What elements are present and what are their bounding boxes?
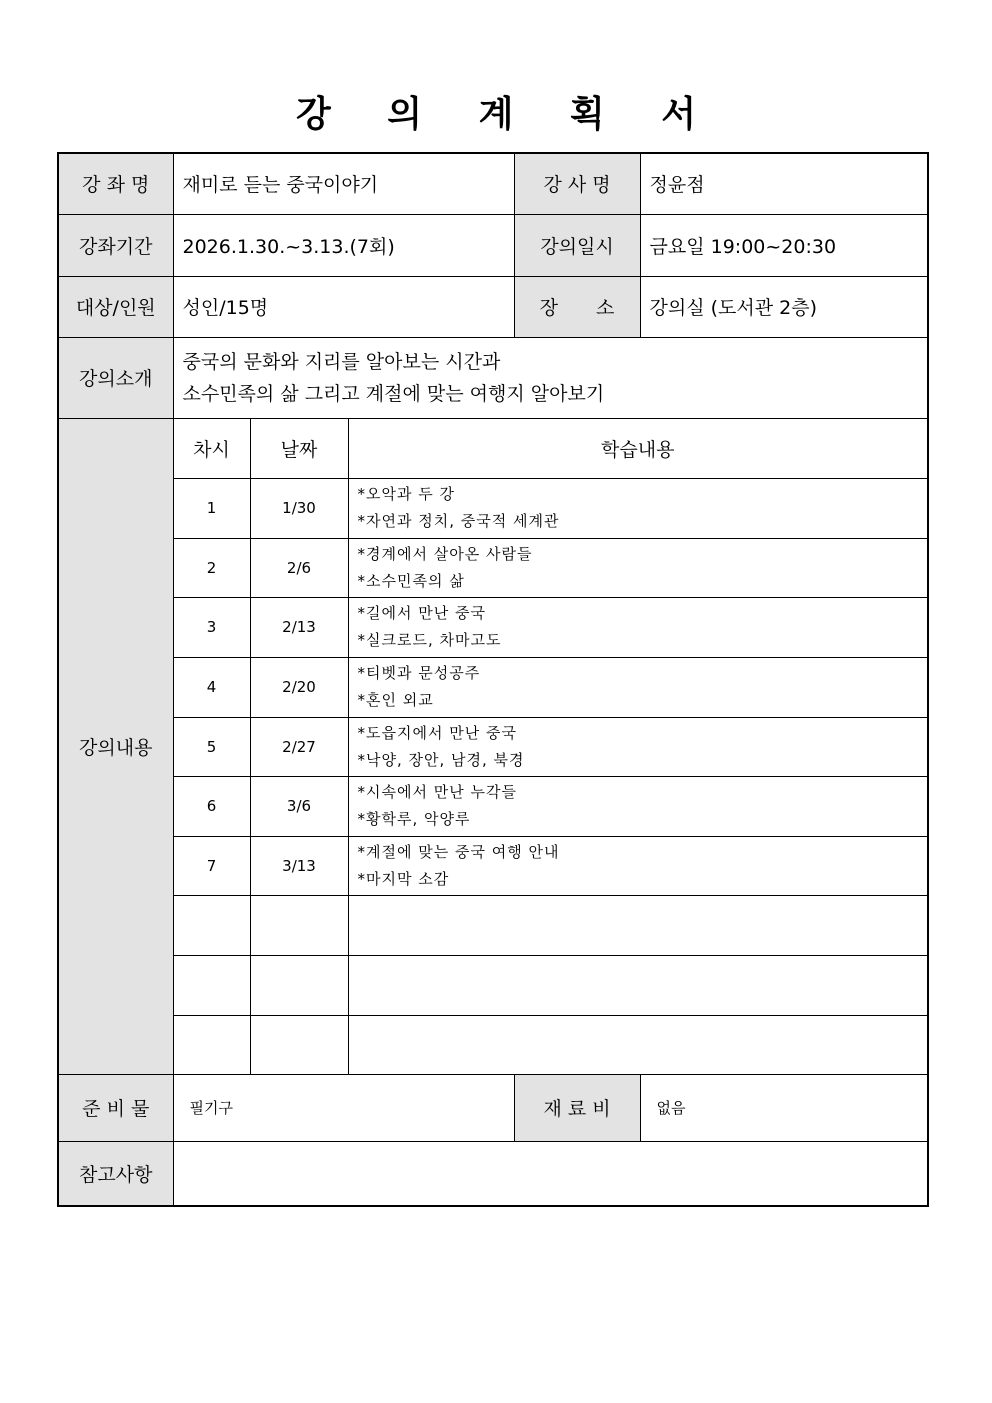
table-row xyxy=(58,597,928,657)
table-row xyxy=(58,776,928,836)
notes-label: 참고사항 xyxy=(58,1141,173,1206)
date-cell: 2/6 xyxy=(250,538,348,597)
notes-value xyxy=(173,1141,928,1206)
empty-row xyxy=(58,1015,928,1074)
table-row xyxy=(58,657,928,717)
empty-cell xyxy=(348,895,928,955)
info-table xyxy=(57,152,929,1207)
content-line: *혼인 외교 xyxy=(357,691,434,709)
table-row xyxy=(58,538,928,597)
content-cell xyxy=(348,836,928,895)
content-line: *오악과 두 강 xyxy=(357,485,455,503)
session-cell: 1 xyxy=(173,478,250,538)
content-cell xyxy=(348,657,928,717)
date-cell: 2/20 xyxy=(250,657,348,717)
lessons-section-label: 강의내용 xyxy=(58,418,173,1074)
supplies-label: 준 비 물 xyxy=(58,1074,173,1141)
content-line: *시속에서 만난 누각들 xyxy=(357,783,517,801)
empty-cell xyxy=(250,1015,348,1074)
content-line: *황학루, 악양루 xyxy=(357,810,471,828)
session-cell: 6 xyxy=(173,776,250,836)
intro-line: 중국의 문화와 지리를 알아보는 시간과 xyxy=(182,350,501,373)
table-row xyxy=(58,836,928,895)
intro-label: 강의소개 xyxy=(58,337,173,418)
date-cell: 3/13 xyxy=(250,836,348,895)
session-cell: 7 xyxy=(173,836,250,895)
empty-cell xyxy=(348,1015,928,1074)
content-line: *길에서 만난 중국 xyxy=(357,604,486,622)
empty-cell xyxy=(250,895,348,955)
content-cell xyxy=(348,538,928,597)
supplies-value: 필기구 xyxy=(173,1074,514,1141)
schedule-value: 금요일 19:00~20:30 xyxy=(640,214,928,276)
empty-cell xyxy=(250,955,348,1015)
content-line: *자연과 정치, 중국적 세계관 xyxy=(357,512,560,530)
instructor-label: 강 사 명 xyxy=(514,153,640,214)
place-value: 강의실 (도서관 2층) xyxy=(640,276,928,337)
empty-cell xyxy=(173,1015,250,1074)
fee-value: 없음 xyxy=(640,1074,928,1141)
content-line: *계절에 맞는 중국 여행 안내 xyxy=(357,842,560,861)
date-cell: 2/13 xyxy=(250,597,348,657)
content-cell xyxy=(348,776,928,836)
page-title: 강 의 계 획 서 xyxy=(295,94,718,135)
date-cell: 3/6 xyxy=(250,776,348,836)
target-value: 성인/15명 xyxy=(173,276,514,337)
instructor-value: 정윤점 xyxy=(640,153,928,214)
content-line: *도읍지에서 만난 중국 xyxy=(357,723,517,742)
place-label: 장 소 xyxy=(514,276,640,337)
content-cell xyxy=(348,717,928,776)
session-cell: 4 xyxy=(173,657,250,717)
content-cell xyxy=(348,597,928,657)
empty-cell xyxy=(173,955,250,1015)
content-line: *낙양, 장안, 남경, 북경 xyxy=(357,750,525,769)
session-header: 차시 xyxy=(173,418,250,478)
empty-row xyxy=(58,895,928,955)
date-cell: 1/30 xyxy=(250,478,348,538)
intro-value xyxy=(173,337,928,418)
period-value: 2026.1.30.~3.13.(7회) xyxy=(173,214,514,276)
fee-label: 재 료 비 xyxy=(514,1074,640,1141)
table-row xyxy=(58,717,928,776)
session-cell: 5 xyxy=(173,717,250,776)
lecture-plan-form xyxy=(57,152,927,1207)
empty-cell xyxy=(173,895,250,955)
content-line: *경계에서 살아온 사람들 xyxy=(357,544,533,563)
empty-cell xyxy=(348,955,928,1015)
intro-line: 소수민족의 삶 그리고 계절에 맞는 여행지 알아보기 xyxy=(182,382,605,405)
content-header: 학습내용 xyxy=(348,418,928,478)
target-label: 대상/인원 xyxy=(58,276,173,337)
date-header: 날짜 xyxy=(250,418,348,478)
empty-row xyxy=(58,955,928,1015)
period-label: 강좌기간 xyxy=(58,214,173,276)
schedule-label: 강의일시 xyxy=(514,214,640,276)
content-line: *티벳과 문성공주 xyxy=(357,664,481,682)
content-line: *실크로드, 차마고도 xyxy=(357,631,502,649)
course-name-value: 재미로 듣는 중국이야기 xyxy=(173,153,514,214)
content-line: *소수민족의 삶 xyxy=(357,571,465,590)
date-cell: 2/27 xyxy=(250,717,348,776)
content-cell xyxy=(348,478,928,538)
table-row xyxy=(58,478,928,538)
content-line: *마지막 소감 xyxy=(357,869,450,888)
course-name-label: 강 좌 명 xyxy=(58,153,173,214)
session-cell: 3 xyxy=(173,597,250,657)
session-cell: 2 xyxy=(173,538,250,597)
